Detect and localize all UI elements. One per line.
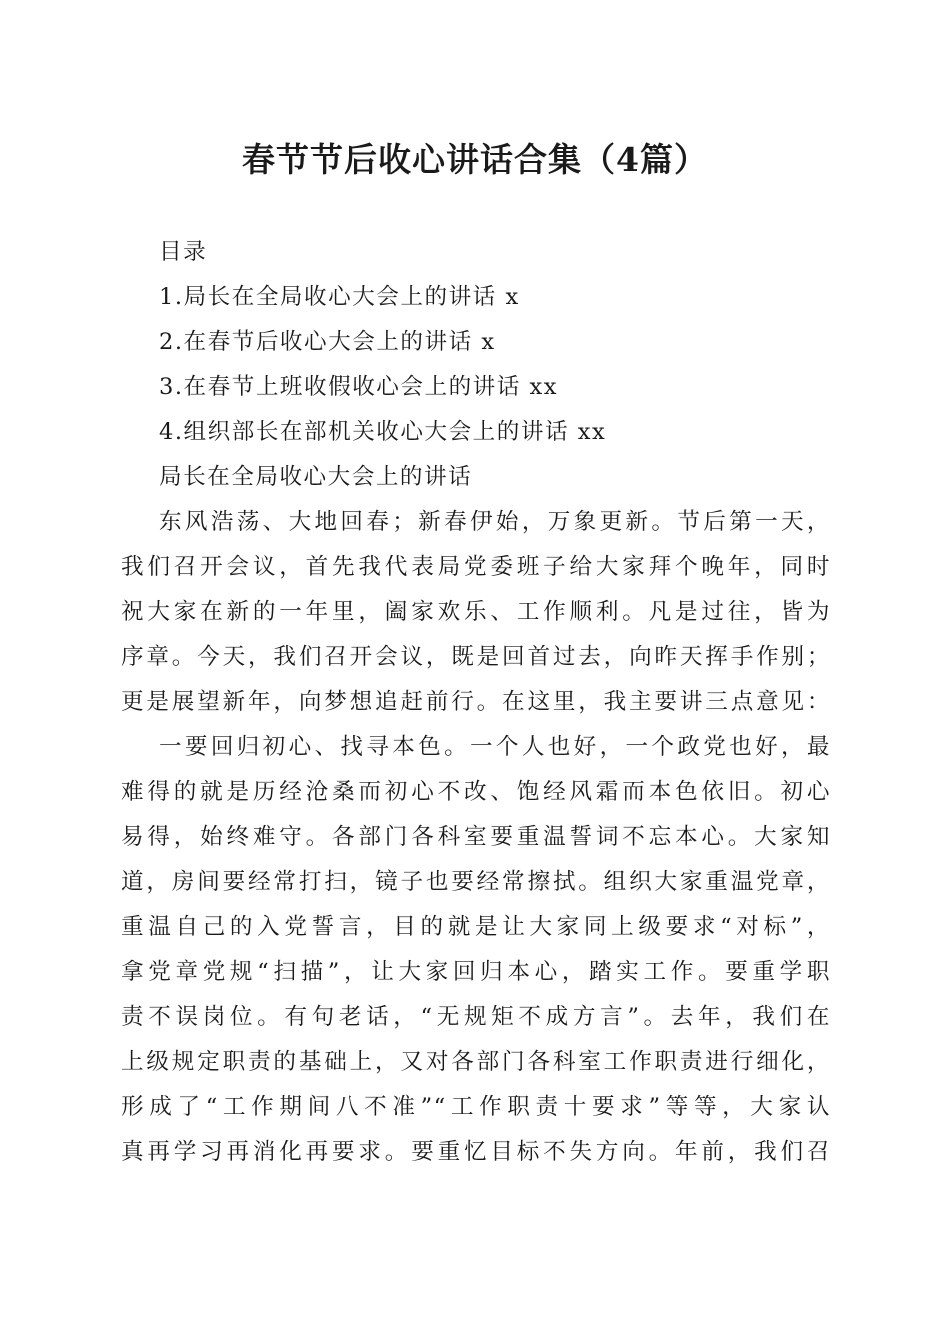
toc-item[interactable]: 3.在春节上班收假收心会上的讲话 xx xyxy=(159,374,559,400)
paragraph xyxy=(121,725,831,1175)
paragraph-line: 易得，始终难守。各部门各科室要重温誓词不忘本心。大家知 xyxy=(121,824,831,850)
paragraph-line: 更是展望新年，向梦想追赶前行。在这里，我主要讲三点意见： xyxy=(121,689,831,715)
paragraph-line: 责不误岗位。有句老话，“无规矩不成方言”。去年，我们在 xyxy=(121,1004,831,1030)
paragraph-line: 一要回归初心、找寻本色。一个人也好，一个政党也好，最 xyxy=(159,734,831,760)
document-body xyxy=(121,230,831,1175)
paragraph-line: 道，房间要经常打扫，镜子也要经常擦拭。组织大家重温党章， xyxy=(121,869,831,895)
document-title: 春节节后收心讲话合集（4篇） xyxy=(242,140,708,179)
paragraph-line: 我们召开会议，首先我代表局党委班子给大家拜个晚年，同时 xyxy=(121,554,831,580)
paragraph-line: 上级规定职责的基础上，又对各部门各科室工作职责进行细化， xyxy=(121,1049,831,1075)
paragraph-line: 真再学习再消化再要求。要重忆目标不失方向。年前，我们召 xyxy=(121,1139,831,1165)
paragraph xyxy=(121,500,831,725)
paragraph-line: 东风浩荡、大地回春；新春伊始，万象更新。节后第一天， xyxy=(159,509,831,535)
paragraph-line: 祝大家在新的一年里，阖家欢乐、工作顺利。凡是过往，皆为 xyxy=(121,599,831,625)
paragraph-line: 拿党章党规“扫描”，让大家回归本心，踏实工作。要重学职 xyxy=(121,959,831,985)
toc-item[interactable]: 2.在春节后收心大会上的讲话 x xyxy=(159,329,496,355)
section-title: 局长在全局收心大会上的讲话 xyxy=(159,464,473,490)
paragraph-line: 形成了“工作期间八不准”“工作职责十要求”等等，大家认 xyxy=(121,1094,831,1120)
paragraph-line: 序章。今天，我们召开会议，既是回首过去，向昨天挥手作别； xyxy=(121,644,831,670)
paragraph-line: 重温自己的入党誓言，目的就是让大家同上级要求“对标”， xyxy=(121,914,831,940)
toc-item[interactable]: 1.局长在全局收心大会上的讲话 x xyxy=(159,284,520,310)
paragraph-line: 难得的就是历经沧桑而初心不改、饱经风霜而本色依旧。初心 xyxy=(121,779,831,805)
toc-heading: 目录 xyxy=(159,239,208,265)
toc-item[interactable]: 4.组织部长在部机关收心大会上的讲话 xx xyxy=(159,419,607,445)
